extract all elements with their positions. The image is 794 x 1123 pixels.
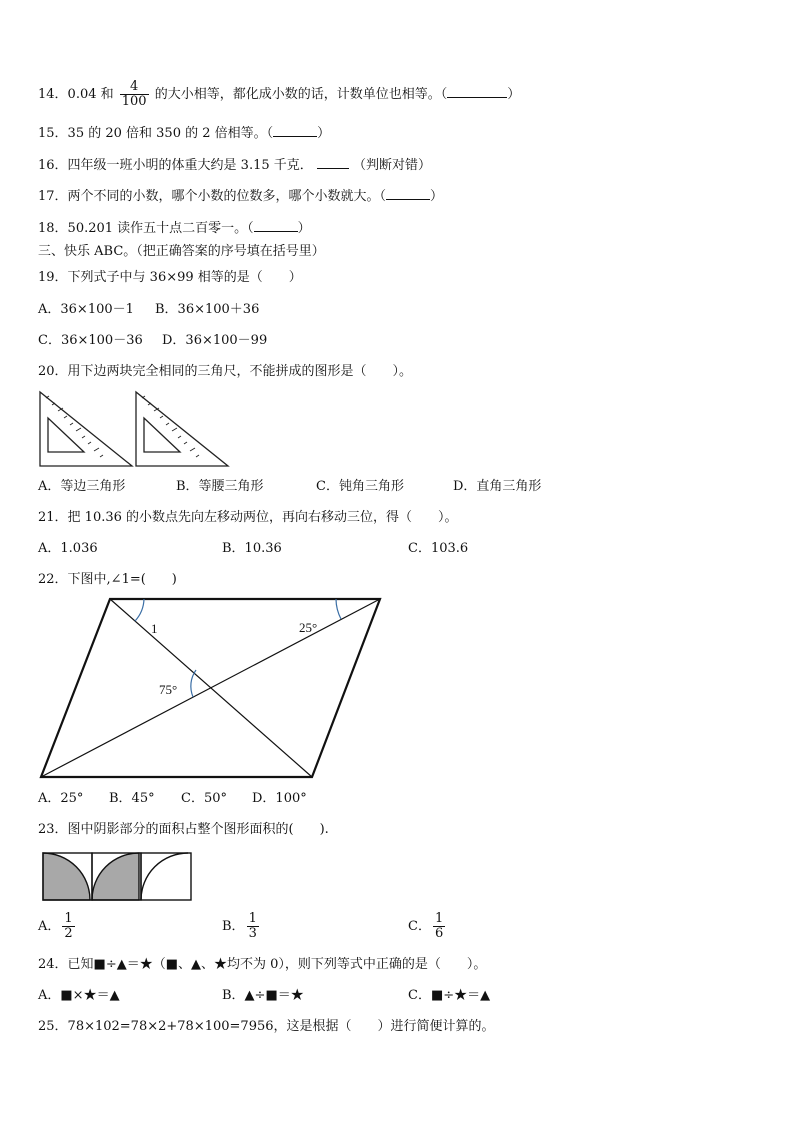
question-14: 14．0.04 和 $\frac{4}{100}$ 的大小相等，都化成小数的话，计数单位也相等。（ ）	[38, 79, 521, 109]
parallelogram-figure	[36, 592, 386, 784]
q14-text-a: 14．0.04 和	[38, 87, 114, 102]
q14-fraction: $\frac{4}{100}$	[121, 79, 147, 109]
question-17: 17．两个不同的小数，哪个小数的位数多，哪个小数就大。（ ）	[38, 189, 444, 204]
question-22: 22．下图中,∠1=( )	[38, 572, 177, 587]
question-19: 19．下列式子中与 36×99 相等的是（ ）	[38, 270, 302, 285]
option-c[interactable]: C．50°	[181, 791, 227, 806]
question-15: 15．35 的 20 倍和 350 的 2 倍相等。（ ）	[38, 126, 331, 141]
option-b[interactable]: B．10.36	[222, 541, 282, 556]
option-d[interactable]: D．100°	[252, 791, 307, 806]
option-c[interactable]: C．36×100－36	[38, 333, 143, 348]
option-b[interactable]: B．等腰三角形	[176, 479, 264, 494]
shaded-squares-figure	[41, 851, 195, 903]
q14-text-b: 的大小相等，都化成小数的话，计数单位也相等。（	[154, 87, 448, 102]
question-25: 25．78×102=78×2+78×100=7956，这是根据（ ）进行简便计算的。	[38, 1019, 495, 1034]
option-a[interactable]: A．25°	[38, 791, 84, 806]
option-b[interactable]: B．45°	[109, 791, 155, 806]
option-b[interactable]: B． $\frac{1}{3}$	[222, 911, 257, 941]
option-a[interactable]: A． $\frac{1}{2}$	[38, 911, 73, 941]
option-c[interactable]: C． $\frac{1}{6}$	[408, 911, 444, 941]
question-16: 16．四年级一班小明的体重大约是 3.15 千克． （判断对错）	[38, 158, 432, 173]
question-18: 18．50.201 读作五十点二百零一。（ ）	[38, 221, 311, 236]
option-c[interactable]: C．钝角三角形	[316, 479, 404, 494]
answer-blank[interactable]	[317, 156, 349, 169]
set-squares-figure	[36, 388, 236, 470]
option-b[interactable]: B．36×100＋36	[155, 302, 260, 317]
option-a[interactable]: A．等边三角形	[38, 479, 126, 494]
option-d[interactable]: D．直角三角形	[453, 479, 542, 494]
question-21: 21．把 10.36 的小数点先向左移动两位，再向右移动三位，得（ ）。	[38, 510, 458, 525]
option-c[interactable]: C．■÷★＝▲	[408, 988, 491, 1003]
option-a[interactable]: A．1.036	[38, 541, 98, 556]
option-a[interactable]: A．■×★＝▲	[38, 988, 120, 1003]
answer-blank[interactable]	[273, 124, 317, 137]
answer-blank[interactable]	[254, 219, 298, 232]
option-d[interactable]: D．36×100－99	[162, 333, 268, 348]
question-23: 23．图中阴影部分的面积占整个图形面积的( ).	[38, 822, 329, 837]
option-c[interactable]: C．103.6	[408, 541, 469, 556]
angle-75-label: 75°	[159, 682, 178, 697]
question-24: 24．已知■÷▲＝★（■、▲、★均不为 0），则下列等式中正确的是（ ）。	[38, 957, 487, 972]
question-20: 20．用下边两块完全相同的三角尺，不能拼成的图形是（ ）。	[38, 364, 413, 379]
option-b[interactable]: B．▲÷■＝★	[222, 988, 304, 1003]
angle-1-label: 1	[151, 621, 158, 636]
answer-blank[interactable]	[386, 187, 430, 200]
angle-25-label: 25°	[299, 620, 318, 635]
answer-blank[interactable]	[447, 85, 507, 98]
section-heading: 三、快乐 ABC。（把正确答案的序号填在括号里）	[38, 244, 325, 259]
option-a[interactable]: A．36×100－1	[38, 302, 134, 317]
